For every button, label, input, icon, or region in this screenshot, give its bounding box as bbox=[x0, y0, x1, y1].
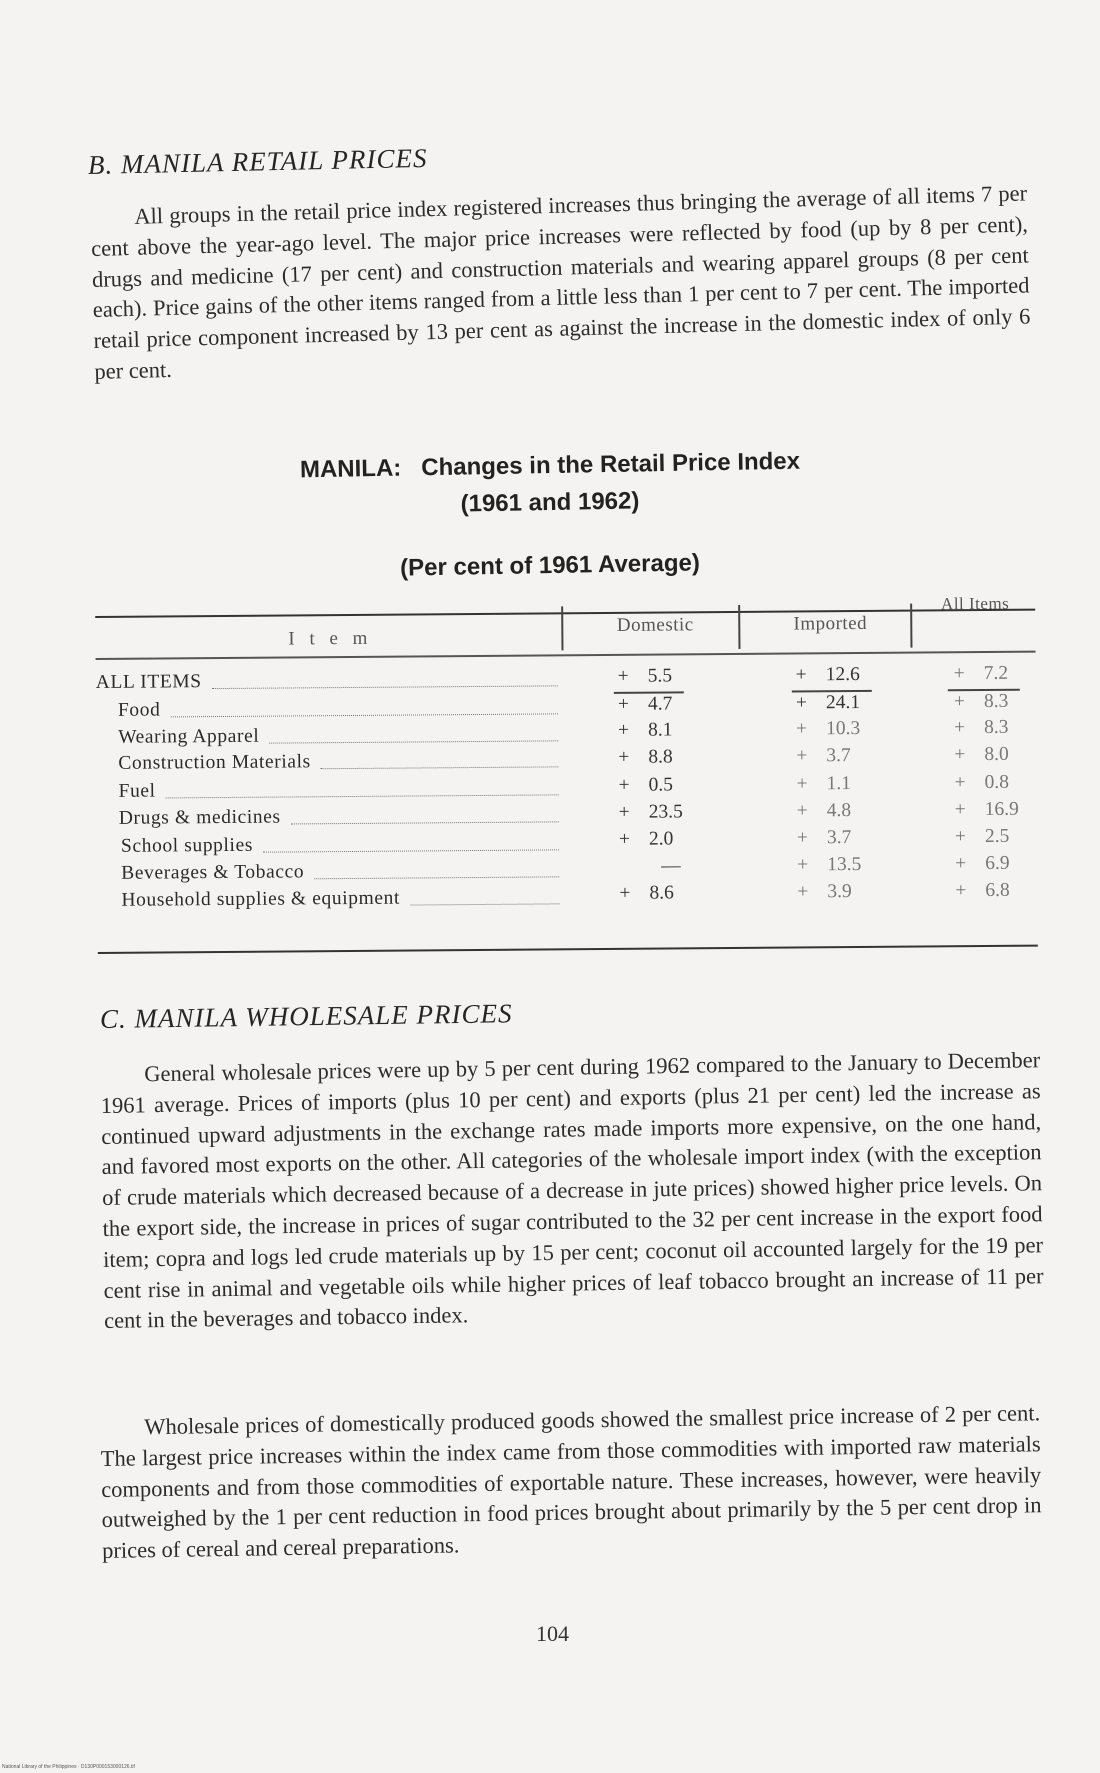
row-label: School supplies bbox=[120, 834, 254, 857]
imported-value bbox=[796, 745, 851, 767]
header-rule bbox=[96, 651, 1036, 660]
value-number: 8.8 bbox=[648, 746, 673, 768]
imported-value bbox=[796, 664, 860, 687]
imported-value bbox=[796, 773, 851, 795]
value-sign: + bbox=[954, 799, 966, 821]
value-sign: + bbox=[618, 801, 630, 823]
all-items-value bbox=[955, 880, 1010, 902]
value-number: 5.5 bbox=[647, 665, 673, 687]
domestic-value bbox=[618, 774, 673, 796]
value-sign: + bbox=[618, 719, 630, 741]
value-number: — bbox=[661, 855, 681, 877]
value-sign: + bbox=[618, 828, 631, 850]
imported-value bbox=[797, 800, 852, 822]
value-number: 4.8 bbox=[826, 800, 852, 822]
row-label: Beverages & Tobacco bbox=[121, 861, 305, 884]
value-number: 8.1 bbox=[648, 719, 673, 741]
value-sign: + bbox=[618, 746, 630, 768]
value-sign: + bbox=[796, 773, 808, 795]
value-sign: + bbox=[618, 774, 630, 796]
domestic-value bbox=[619, 801, 683, 824]
section-b-paragraph: All groups in the retail price index registered increases thus bringing the average of all items 7 per cent above the year-ago level. The major price increases were reflected by food (up by 8 per cent), drugs and medicine (17 per cent) and construction materials and wearing apparel groups (8 per cent each). Price gains of the other items ranged from a little less than 1 per cent to 7 per cent. The imported retail price component increased by 13 per cent as against the increase in the domestic index of only 6 per cent. bbox=[90, 180, 1031, 384]
value-number: 8.3 bbox=[983, 690, 1009, 713]
value-sign: + bbox=[954, 717, 966, 739]
page-number: 104 bbox=[536, 1621, 569, 1646]
footer-text: National Library of the Philippines · D130P000153000126.tif bbox=[2, 1764, 135, 1770]
section-b-heading: B. MANILA RETAIL PRICES bbox=[87, 142, 428, 180]
section-c-heading: C. MANILA WHOLESALE PRICES bbox=[99, 998, 513, 1034]
imported-value bbox=[796, 692, 860, 715]
all-items-value bbox=[954, 663, 1009, 685]
value-sign: + bbox=[795, 664, 807, 686]
value-sign: + bbox=[796, 745, 808, 767]
value-number: 6.9 bbox=[985, 852, 1010, 875]
value-number: 7.2 bbox=[983, 662, 1009, 685]
imported-value bbox=[797, 854, 861, 877]
value-sign: + bbox=[954, 772, 966, 794]
table-title-prefix: MANILA: bbox=[299, 454, 402, 484]
value-number: 1.1 bbox=[826, 773, 852, 795]
value-sign: + bbox=[796, 718, 808, 740]
section-c-paragraph-1: General wholesale prices were up by 5 per cent during 1962 compared to the January to December 1961 average. Prices of imports (plus 10 per cent) and exports (plus 21 per cent) led the increase as continued upward adjustments in the exchange rates made imports more expensive, on the one hand, and favored most exports on the other. All categories of the wholesale import index (with the exception of crude materials which decreased because of a decrease in jute prices) showed higher price levels. On the export side, the increase in prices of sugar contributed to the 32 per cent increase in the export food item; copra and logs led crude materials up by 15 per cent; coconut oil accounted largely for the 19 per cent rise in animal and vegetable oils while higher prices of leaf tobacco brought an increase of 11 per cent in the beverages and tobacco index. bbox=[100, 1047, 1044, 1334]
row-label: ALL ITEMS bbox=[95, 671, 202, 693]
leader-dots bbox=[166, 794, 559, 798]
all-items-value bbox=[954, 717, 1009, 739]
row-label: Drugs & medicines bbox=[118, 806, 281, 829]
value-sign: + bbox=[619, 882, 631, 904]
leader-dots bbox=[291, 821, 559, 824]
all-items-value bbox=[954, 772, 1009, 794]
value-sign: + bbox=[953, 691, 965, 713]
value-number: 13.5 bbox=[827, 853, 862, 876]
value-number: 3.9 bbox=[827, 881, 852, 903]
value-sign: + bbox=[796, 800, 808, 822]
row-label: Food bbox=[117, 699, 161, 721]
all-items-value bbox=[954, 744, 1009, 766]
header-domestic: Domestic bbox=[616, 614, 694, 636]
value-sign: + bbox=[617, 693, 629, 715]
row-label: Construction Materials bbox=[118, 751, 311, 774]
leader-dots bbox=[314, 876, 559, 879]
all-items-value bbox=[955, 826, 1010, 848]
value-sign: + bbox=[795, 692, 807, 714]
value-number: 0.8 bbox=[984, 771, 1009, 794]
all-items-value bbox=[955, 799, 1019, 822]
value-sign: + bbox=[954, 744, 966, 766]
value-number: 4.7 bbox=[647, 693, 673, 715]
row-label: Wearing Apparel bbox=[118, 725, 260, 748]
value-sign: + bbox=[955, 880, 967, 902]
header-item: I t e m bbox=[288, 627, 373, 650]
value-number: 24.1 bbox=[825, 691, 861, 714]
table-title bbox=[200, 446, 900, 486]
imported-value bbox=[797, 881, 852, 903]
column-divider bbox=[910, 604, 912, 648]
value-number: 8.3 bbox=[984, 716, 1009, 739]
value-sign: + bbox=[954, 826, 967, 848]
header-all-items: All Items bbox=[940, 593, 1010, 614]
value-sign: + bbox=[797, 881, 809, 903]
row-label: Household supplies & equipment bbox=[121, 887, 401, 911]
table-subtitle: (Per cent of 1961 Average) bbox=[399, 549, 701, 582]
imported-value bbox=[797, 827, 852, 849]
value-number: 23.5 bbox=[648, 801, 683, 823]
table-bottom-rule bbox=[98, 945, 1038, 954]
table-title-years: (1961 and 1962) bbox=[460, 487, 640, 518]
domestic-value bbox=[619, 855, 681, 877]
section-c-paragraph-2: Wholesale prices of domestically produced goods showed the smallest price increase of 2 per cent. The largest price increases within the index came from those commodities with imported raw materials components and from those commodities of exportable nature. These increases, however, were heavily outweighed by the 1 per cent reduction in food prices brought about primarily by the 5 per cent drop in prices of cereal and cereal preparations. bbox=[100, 1400, 1042, 1564]
all-items-value bbox=[954, 691, 1009, 713]
value-number: 8.0 bbox=[984, 743, 1009, 766]
domestic-value bbox=[618, 746, 673, 768]
value-sign: + bbox=[617, 665, 629, 687]
leader-dots bbox=[269, 740, 558, 743]
leader-dots bbox=[212, 685, 558, 689]
imported-value bbox=[796, 718, 860, 741]
value-number: 3.7 bbox=[826, 827, 852, 849]
domestic-value bbox=[618, 665, 673, 687]
table-title-main: Changes in the Retail Price Index bbox=[421, 447, 801, 482]
value-number: 6.8 bbox=[985, 879, 1010, 902]
value-sign: + bbox=[953, 663, 965, 685]
leader-dots bbox=[171, 713, 558, 717]
value-sign: + bbox=[797, 854, 809, 876]
value-number: 10.3 bbox=[826, 717, 861, 740]
leader-dots bbox=[263, 849, 559, 852]
value-number: 2.0 bbox=[648, 828, 674, 850]
all-items-value bbox=[955, 853, 1010, 875]
domestic-value bbox=[619, 882, 674, 904]
value-sign: + bbox=[955, 853, 967, 875]
value-number: 3.7 bbox=[826, 745, 851, 767]
leader-dots bbox=[320, 766, 558, 769]
header-imported: Imported bbox=[793, 612, 868, 635]
value-number: 16.9 bbox=[984, 798, 1019, 821]
retail-price-table bbox=[95, 583, 1043, 960]
value-number: 0.5 bbox=[648, 774, 674, 796]
domestic-value bbox=[618, 693, 673, 715]
value-number: 2.5 bbox=[984, 825, 1010, 848]
row-label: Fuel bbox=[118, 780, 156, 802]
value-sign: + bbox=[796, 827, 809, 849]
domestic-value bbox=[619, 828, 674, 850]
domestic-value bbox=[618, 719, 673, 741]
value-number: 8.6 bbox=[649, 882, 674, 904]
leader-dots bbox=[410, 903, 559, 905]
value-number: 12.6 bbox=[825, 663, 860, 686]
